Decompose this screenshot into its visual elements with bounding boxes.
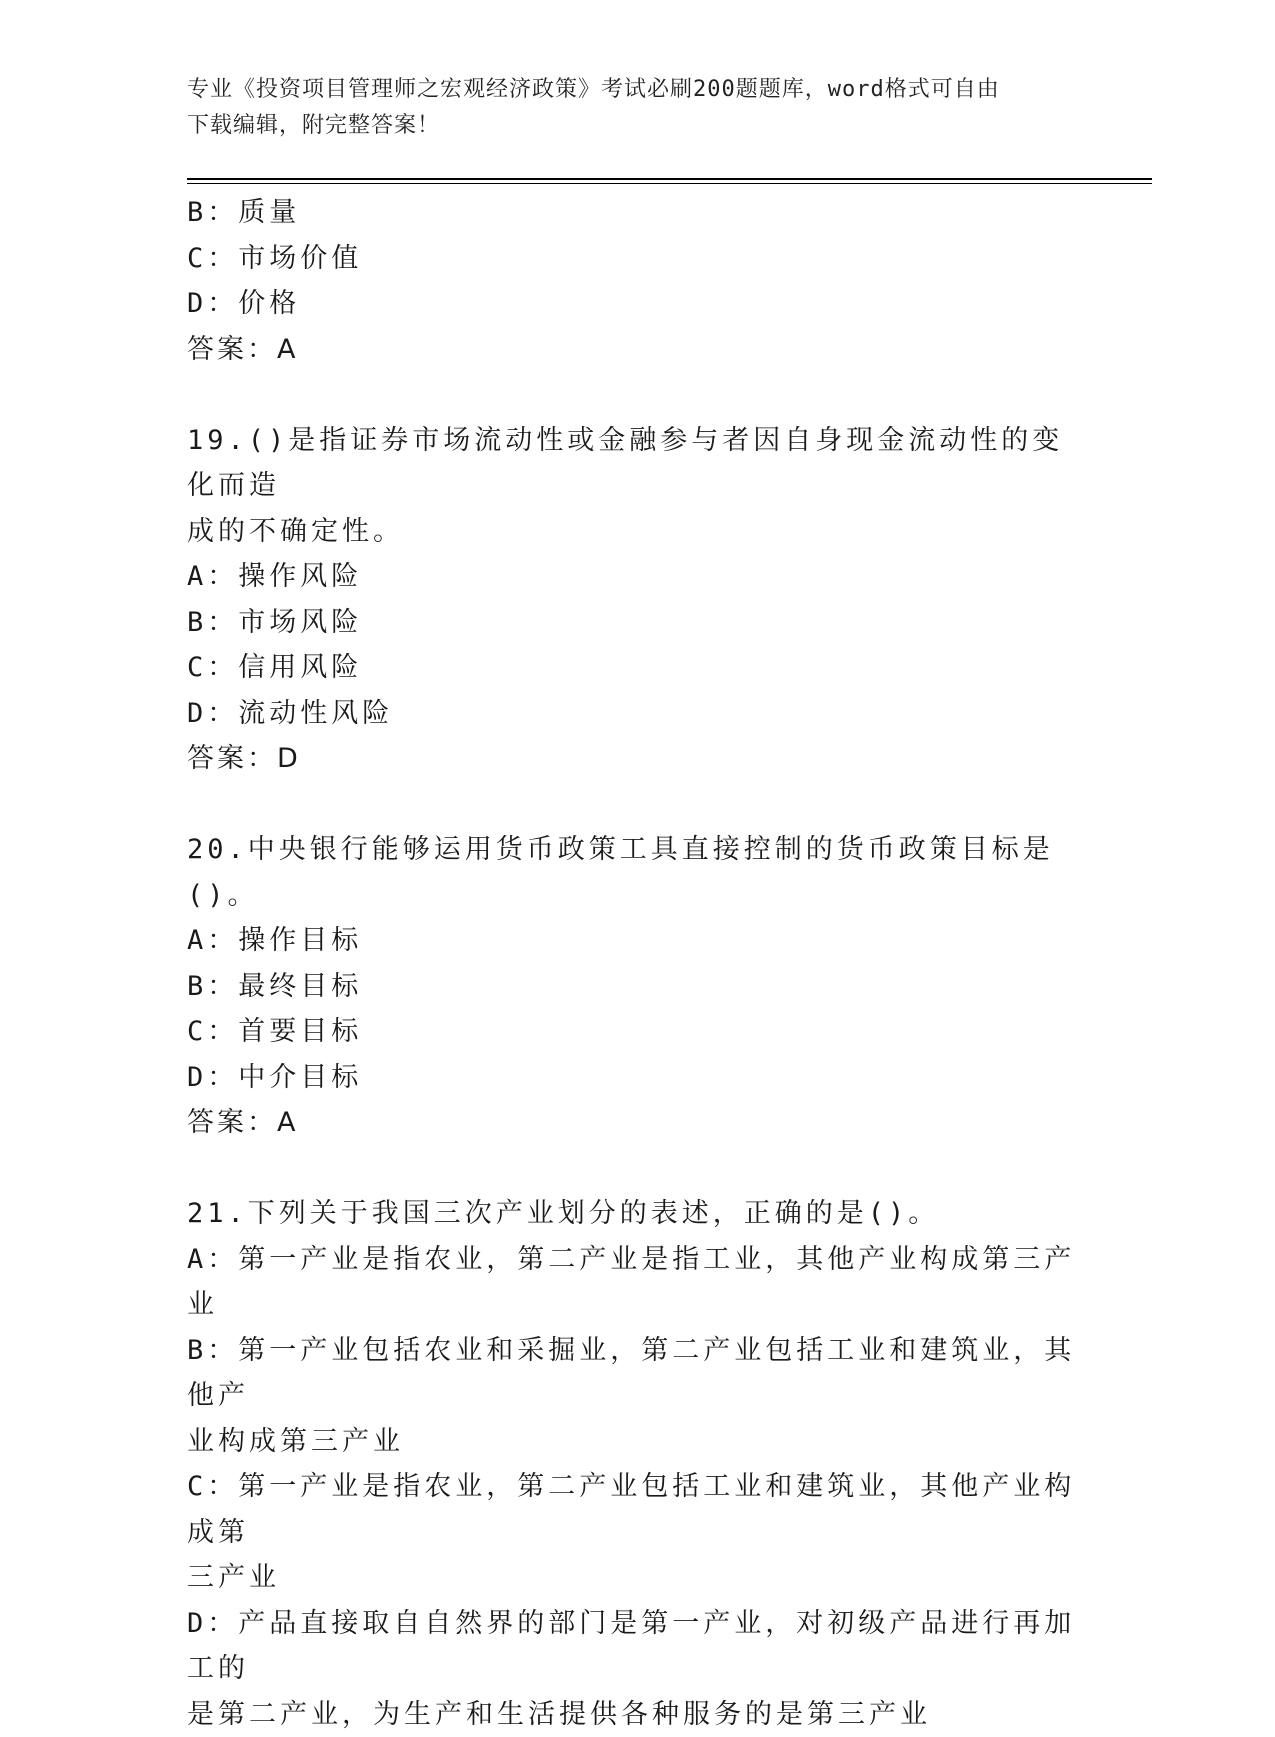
q19-option-d: D：流动性风险: [187, 691, 1087, 737]
spacer: [187, 1146, 1087, 1192]
q21-option-c-line-1: C：第一产业是指农业，第二产业包括工业和建筑业，其他产业构成第: [187, 1464, 1087, 1555]
q21-option-c-line-2: 三产业: [187, 1555, 1087, 1601]
question-19-block: [187, 418, 1087, 782]
q20-option-c: C：首要目标: [187, 1009, 1087, 1055]
spacer: [187, 372, 1087, 418]
q21-option-d-line-2: 是第二产业，为生产和生活提供各种服务的是第三产业: [187, 1692, 1087, 1737]
prev-option-d: D：价格: [187, 281, 1087, 327]
spacer: [187, 782, 1087, 828]
q19-text-line-1: 19.()是指证券市场流动性或金融参与者因自身现金流动性的变化而造: [187, 418, 1067, 509]
prev-answer: 答案：A: [187, 327, 1087, 373]
q21-option-b-line-1: B：第一产业包括农业和采掘业，第二产业包括工业和建筑业，其他产: [187, 1328, 1087, 1419]
q19-answer: 答案：D: [187, 736, 1087, 782]
q19-option-c: C：信用风险: [187, 645, 1087, 691]
q20-option-d: D：中介目标: [187, 1055, 1087, 1101]
header-divider-thick: [187, 178, 1152, 180]
question-20-block: [187, 827, 1087, 1146]
question-content: [187, 190, 1087, 1737]
prev-option-b: B：质量: [187, 190, 1087, 236]
q20-option-b: B：最终目标: [187, 964, 1087, 1010]
q21-option-b-line-2: 业构成第三产业: [187, 1419, 1087, 1465]
q20-text-line-1: 20.中央银行能够运用货币政策工具直接控制的货币政策目标是()。: [187, 827, 1067, 918]
q19-option-a: A：操作风险: [187, 554, 1087, 600]
q21-option-a: A：第一产业是指农业，第二产业是指工业，其他产业构成第三产业: [187, 1237, 1087, 1328]
header-divider-thin: [187, 183, 1152, 184]
q20-answer: 答案：A: [187, 1100, 1087, 1146]
header-line-1: 专业《投资项目管理师之宏观经济政策》考试必刷200题题库，word格式可自由: [187, 72, 1067, 108]
header-line-2: 下载编辑，附完整答案！: [187, 108, 1067, 144]
q21-option-d-line-1: D：产品直接取自自然界的部门是第一产业，对初级产品进行再加工的: [187, 1601, 1087, 1692]
previous-question-block: [187, 190, 1087, 372]
q19-text-line-2: 成的不确定性。: [187, 509, 1067, 555]
question-21-block: [187, 1191, 1087, 1737]
prev-option-c: C：市场价值: [187, 236, 1087, 282]
q21-text-line-1: 21.下列关于我国三次产业划分的表述，正确的是()。: [187, 1191, 1067, 1237]
document-header: [187, 72, 1067, 144]
q20-option-a: A：操作目标: [187, 918, 1087, 964]
q19-option-b: B：市场风险: [187, 600, 1087, 646]
